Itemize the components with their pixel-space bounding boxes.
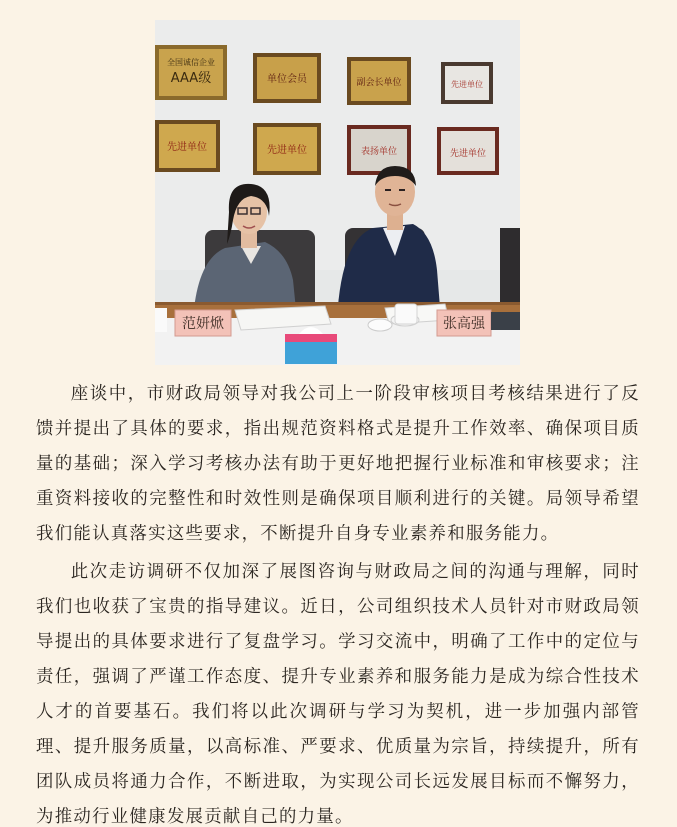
paragraph-2: 此次走访调研不仅加深了展图咨询与财政局之间的沟通与理解，同时我们也收获了宝贵的指导建议。近日，公司组织技术人员针对市财政局领导提出的具体要求进行了复盘学习。学习交流中，明确了工作中的定位与责任，强调了严谨工作态度、提升专业素养和服务能力是成为综合性技术人才的首要基石。我们将以此次调研与学习为契机，进一步加强内部管理、提升服务质量，以高标准、严要求、优质量为宗旨，持续提升，所有团队成员将通力合作，不断进取，为实现公司长远发展目标而不懈努力，为推动行业健康发展贡献自己的力量。 (36, 562, 640, 827)
paragraph-1: 座谈中，市财政局领导对我公司上一阶段审核项目考核结果进行了反馈并提出了具体的要求，指出规范资料格式是提升工作效率、确保项目质量的基础；深入学习考核办法有助于更好地把握行业标准和审核要求；注重资料接收的完整性和时效性则是确保项目顺利进行的关键。局领导希望我们能认真落实这些要求，不断提升自身专业素养和服务能力。 (36, 384, 640, 544)
svg-text:副会长单位: 副会长单位 (356, 78, 402, 88)
svg-text:先进单位: 先进单位 (167, 142, 207, 153)
svg-text:单位会员: 单位会员 (267, 74, 307, 85)
svg-text:先进单位: 先进单位 (267, 145, 307, 156)
svg-text:全国诚信企业: 全国诚信企业 (167, 58, 215, 67)
plaque (441, 62, 493, 104)
plaque (155, 45, 227, 100)
plaque (253, 123, 321, 175)
svg-text:张高强: 张高强 (443, 316, 485, 332)
nameplate-left (175, 310, 231, 336)
plaque (347, 57, 411, 105)
svg-text:AAA级: AAA级 (170, 71, 212, 86)
plaque (253, 53, 321, 103)
nameplate-right (437, 310, 491, 336)
svg-text:表扬单位: 表扬单位 (360, 147, 398, 157)
plaque (437, 127, 499, 175)
svg-text:先进单位: 先进单位 (451, 80, 483, 89)
svg-text:范妍焮: 范妍焮 (182, 316, 224, 332)
meeting-photo (155, 20, 520, 365)
plaque (155, 120, 220, 172)
svg-text:先进单位: 先进单位 (449, 149, 487, 159)
